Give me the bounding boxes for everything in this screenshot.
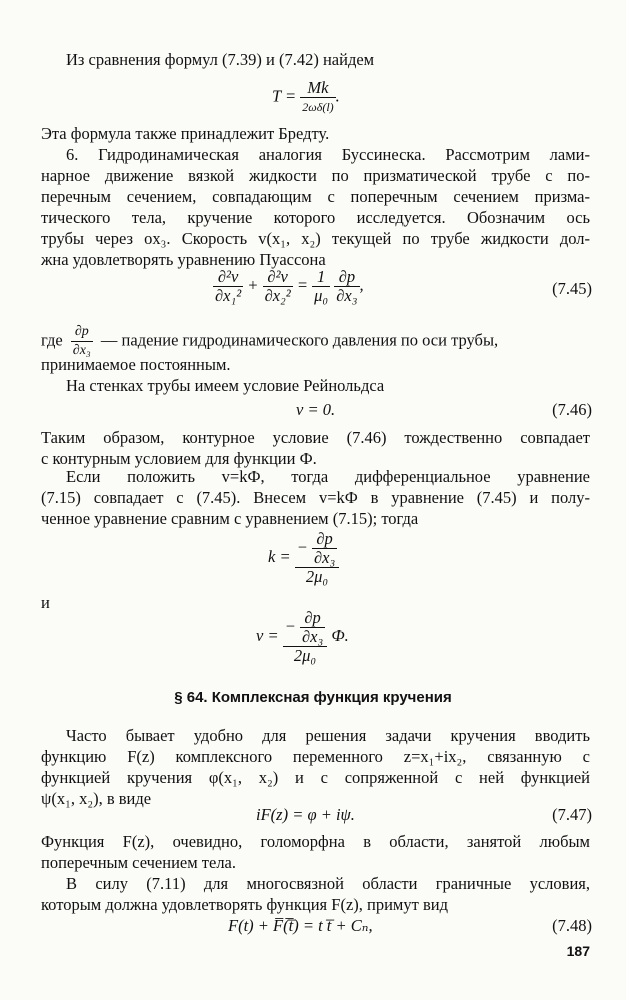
numerator bbox=[295, 530, 339, 568]
text-line: которым должна удовлетворять функция F(z), примут вид bbox=[41, 895, 448, 914]
numerator: 1 bbox=[312, 268, 330, 287]
equation-lhs: k = bbox=[268, 546, 291, 566]
text-line: с контурным условием для функции Ф. bbox=[41, 449, 317, 468]
text-line: функцией кручения φ(x₁, x₂) и с сопряженной с ней функцией bbox=[41, 768, 590, 787]
equation-v bbox=[256, 609, 349, 665]
denominator: 2μ₀ bbox=[293, 646, 317, 665]
fraction bbox=[312, 268, 330, 305]
numerator: Mk bbox=[300, 79, 335, 98]
numerator bbox=[283, 609, 327, 647]
text-line: Эта формула также принадлежит Бредту. bbox=[41, 124, 330, 143]
minus-sign: − bbox=[296, 537, 308, 557]
numerator: ∂p bbox=[300, 609, 325, 628]
equation-lhs: v = bbox=[256, 625, 279, 645]
text-line: жна удовлетворять уравнению Пуассона bbox=[41, 250, 326, 269]
equation-7-47: iF(z) = φ + iψ. bbox=[256, 805, 355, 824]
numerator: ∂²v bbox=[263, 268, 293, 287]
text-line: Если положить v=kФ, тогда дифференциальное уравнение bbox=[66, 467, 590, 486]
equation-end: . bbox=[335, 86, 340, 106]
fraction bbox=[312, 530, 337, 567]
where-word: где bbox=[41, 330, 63, 350]
equation-k bbox=[268, 530, 339, 586]
denominator: ∂x₃ bbox=[313, 548, 336, 567]
equation-7-45 bbox=[213, 268, 364, 305]
text-line: трубы через ox₃. Скорость v(x₁, x₂) текущей по трубе жидкости дол- bbox=[41, 229, 590, 248]
text-line: функцию F(z) комплексного переменного z=x₁+ix₂, связанную с bbox=[41, 747, 590, 766]
equation-number: (7.48) bbox=[552, 916, 592, 935]
text-line: В силу (7.11) для многосвязной области граничные условия, bbox=[66, 874, 590, 893]
denominator: 2ωδ(l) bbox=[302, 100, 334, 114]
fraction bbox=[295, 530, 339, 586]
denominator: μ₀ bbox=[314, 286, 329, 305]
text-line: принимаемое постоянным. bbox=[41, 355, 231, 374]
equation-number: (7.47) bbox=[552, 805, 592, 824]
numerator: ∂p bbox=[312, 530, 337, 549]
numerator: ∂p bbox=[71, 323, 93, 342]
fraction bbox=[300, 79, 335, 116]
section-heading: § 64. Комплексная функция кручения bbox=[174, 689, 452, 706]
text-line: поперечным сечением тела. bbox=[41, 853, 237, 872]
equation-number: (7.46) bbox=[552, 400, 592, 419]
denominator: 2μ₀ bbox=[305, 567, 329, 586]
fraction bbox=[283, 609, 327, 665]
plus-sign: + bbox=[247, 275, 259, 295]
where-text: — падение гидродинамического давления по оси трубы, bbox=[100, 330, 499, 350]
equation-lhs: T = bbox=[272, 86, 297, 106]
text-line: перечным сечением, совпадающим с поперечным сечением призма- bbox=[41, 187, 590, 206]
denominator: ∂x₃ bbox=[301, 627, 324, 646]
text-line: Часто бывает удобно для решения задачи кручения вводить bbox=[66, 726, 590, 745]
fraction bbox=[334, 268, 359, 305]
denominator: ∂x₃ bbox=[72, 343, 91, 358]
text-line: На стенках трубы имеем условие Рейнольдса bbox=[66, 376, 385, 395]
equals-sign: = bbox=[296, 275, 308, 295]
denominator: ∂x₂² bbox=[264, 286, 291, 305]
text-line: (7.15) совпадает с (7.45). Внесем v=kФ в уравнение (7.45) и полу- bbox=[41, 488, 590, 507]
minus-sign: − bbox=[284, 616, 296, 636]
text-line: Из сравнения формул (7.39) и (7.42) найдем bbox=[66, 50, 375, 69]
text-line: ченное уравнение сравним с уравнением (7.15); тогда bbox=[41, 509, 419, 528]
denominator: ∂x₃ bbox=[336, 286, 358, 305]
numerator: ∂p bbox=[334, 268, 359, 287]
text-line: ψ(x₁, x₂), в виде bbox=[41, 789, 152, 808]
equation-bredt bbox=[272, 79, 340, 116]
text-line: 6. Гидродинамическая аналогия Буссинеска. Рассмотрим лами- bbox=[66, 145, 590, 164]
fraction bbox=[213, 268, 243, 305]
equation-end: Ф. bbox=[331, 625, 349, 645]
equation-number: (7.45) bbox=[552, 279, 592, 298]
text-line: и bbox=[41, 593, 50, 612]
equation-7-48: F(t) + F̅(̅t̅) = t t̅ + Cₙ, bbox=[228, 916, 373, 935]
text-line: Функция F(z), очевидно, голоморфна в области, занятой любым bbox=[41, 832, 590, 851]
numerator: ∂²v bbox=[213, 268, 243, 287]
equation-7-46: v = 0. bbox=[296, 400, 336, 419]
text-line: нарное движение вязкой жидкости по призматической трубе с по- bbox=[41, 166, 590, 185]
equation-end: , bbox=[359, 275, 364, 295]
fraction bbox=[263, 268, 293, 305]
denominator: ∂x₁² bbox=[215, 286, 242, 305]
fraction bbox=[300, 609, 325, 646]
text-line: тического тела, кручение которого исследуется. Обозначим ось bbox=[41, 208, 590, 227]
text-line: Таким образом, контурное условие (7.46) тождественно совпадает bbox=[41, 428, 590, 447]
page-number: 187 bbox=[566, 943, 590, 959]
